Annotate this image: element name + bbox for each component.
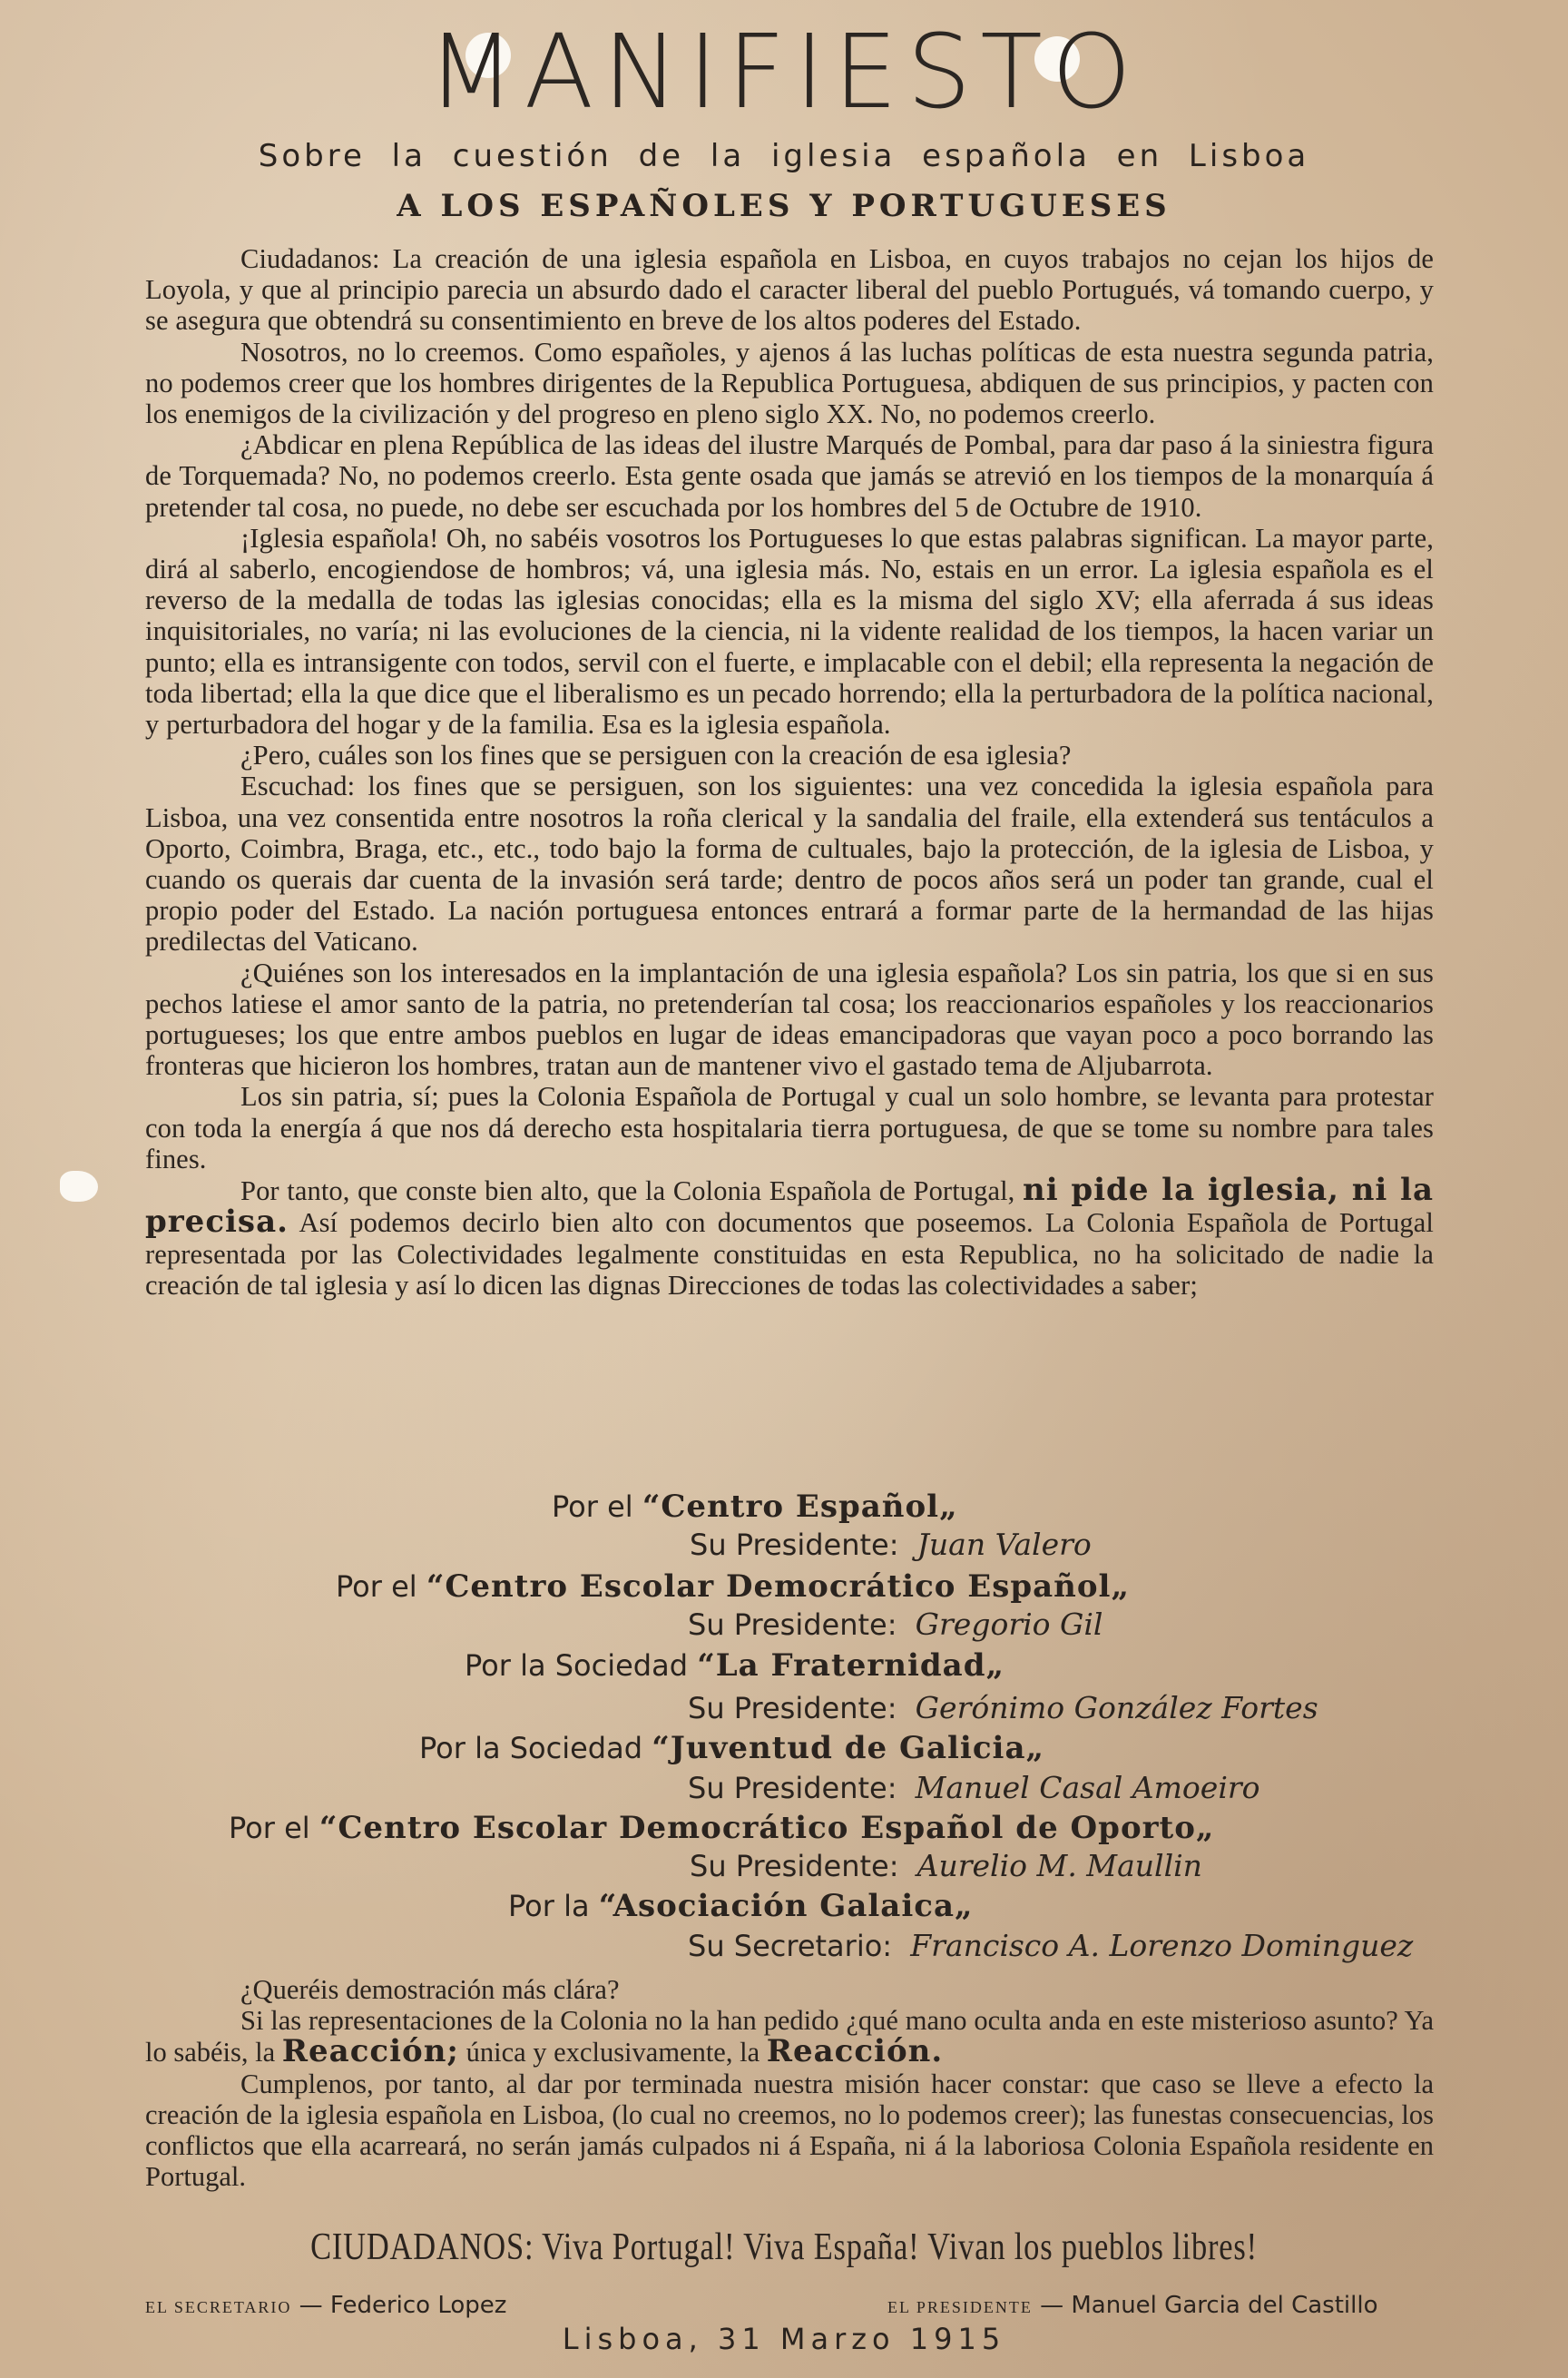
paragraph: Los sin patria, sí; pues la Colonia Española de Portugal y cual un solo hombre, se levanta para protestar con toda la energía á que nos dá derecho esta hospitalaria tierra portuguesa, de que se tome su nombre para tales fines. [145,1081,1434,1174]
closing-section [145,1974,1434,2192]
paragraph-text: Así podemos decirlo bien alto con documentos que poseemos. La Colonia Española de Portugal representada por las Colectividades legalmente constituidas en esta Republica, no ha solicitado de nadie la creación de tal iglesia y así lo dicen las dignas Direcciones de todas las colectividades a saber; [145,1207,1434,1301]
signatory-role [688,1688,1318,1728]
signatory-org [508,1886,974,1926]
president-signature [887,2289,1377,2324]
signatory-role [690,1846,1202,1886]
paragraph [145,2005,1434,2068]
paragraph: ¡Iglesia española! Oh, no sabéis vosotros los Portugueses lo que estas palabras significan. La mayor parte, dirá al saberlo, encogiendose de hombros; vá, una iglesia más. No, estais en un error. La iglesia española es el reverso de la medalla de todas las iglesias conocidas; ella es la misma del siglo XV; ella aferrada á sus ideas inquisitoriales, no varía; ni las evoluciones de la ciencia, ni la vidente realidad de los tiempos, la hacen variar un punto; ella es intransigente con todos, servil con el fuerte, e implacable con el debil; ella representa la negación de toda libertad; ella la que dice que el liberalismo es un pecado horrendo; ella la perturbadora de la política nacional, y perturbadora del hogar y de la familia. Esa es la iglesia española. [145,522,1434,741]
organization-name: “Juventud de Galicia„ [652,1730,1045,1766]
emphasis-text: Reacción; [281,2033,459,2070]
paragraph: Escuchad: los fines que se persiguen, son los siguientes: una vez concedida la iglesia española para Lisboa, una vez consentida entre nosotros la roña clerical y la sandalia del fraile, ella extenderá sus tentáculos a Oporto, Coimbra, Braga, etc., etc., todo bajo la forma de cultuales, bajo la protección, de la iglesia de Lisboa, y cuando os querais dar cuenta de la invasión será tarde; dentro de pocos años será un poder tan grande, cual el propio poder del Estado. La nación portuguesa entonces entrará a formar parte de la hermandad de las hijas predilectas del Vaticano. [145,771,1434,958]
organization-name: “Centro Español„ [642,1489,958,1525]
document-address: A LOS ESPAÑOLES Y PORTUGUESES [397,188,1171,224]
paragraph: Cumplenos, por tanto, al dar por terminada nuestra misión hacer constar: que caso se lleve a efecto la creación de la iglesia española en Lisboa, (lo cual no creemos, no lo podemos creer); las funestas consecuencias, los conflictos que ella acarreará, no serán jamás culpados ni á España, ni á la laboriosa Colonia Española residente en Portugal. [145,2068,1434,2193]
paragraph: ¿Abdicar en plena República de las ideas del ilustre Marqués de Pombal, para dar paso á la siniestra figura de Torquemada? No, no podemos creerlo. Esta gente osada que jamás se atrevió en los tiempos de la monarquía á pretender tal cosa, no puede, no debe ser escuchada por los hombres del 5 de Octubre de 1910. [145,429,1434,523]
paragraph: ¿Queréis demostración más clára? [240,1974,620,2005]
paragraph [145,1174,1434,1301]
signature-name: Francisco A. Lorenzo Dominguez [910,1928,1414,1963]
signatory-prefix: Por el [552,1489,633,1524]
signatory-org [419,1728,1044,1768]
signatory-role [690,1525,1092,1565]
paragraph: Nosotros, no lo creemos. Como españoles, y ajenos á las luchas políticas de esta nuestra segunda patria, no podemos creer que los hombres dirigentes de la Republica Portuguesa, abdiquen de sus principios, y pacten con los enemigos de la civilización y del progreso en pleno siglo XX. No, no podemos creerlo. [145,336,1434,430]
organization-name: “Asociación Galaica„ [598,1888,974,1924]
signatory-org [465,1646,1004,1685]
paragraph: Ciudadanos: La creación de una iglesia española en Lisboa, en cuyos trabajos no cejan los hijos de Loyola, y que al principio parecia un absurdo dado el caracter liberal del pueblo Portugués, vá tomando cuerpo, y se asegura que obtendrá su consentimiento en breve de los altos poderes del Estado. [145,243,1434,337]
emphasis-text: ni pide la iglesia, ni la precisa. [145,1172,1434,1241]
signature-name: Aurelio M. Maullin [916,1848,1202,1883]
signatory-role [688,1926,1413,1966]
document-title: MANIFIESTO [427,14,1141,132]
organization-name: “La Fraternidad„ [697,1647,1005,1684]
role-label: Su Presidente: [690,1528,899,1562]
rallying-cry: CIUDADANOS: Viva Portugal! Viva España! Vivan los pueblos libres! [310,2226,1258,2268]
date-line: Lisboa, 31 Marzo 1915 [562,2322,1006,2356]
president-name: — Manuel Garcia del Castillo [1040,2292,1378,2319]
emphasis-text: Reacción. [766,2033,944,2070]
secretary-name: — Federico Lopez [299,2292,507,2319]
organization-name: “Centro Escolar Democrático Español de Oporto„ [318,1810,1215,1846]
role-label: Su Presidente: [688,1691,897,1725]
signatory-prefix: Por la Sociedad [419,1731,643,1765]
manifesto-body [145,243,1434,1301]
signatory-prefix: Por el [229,1811,310,1845]
role-label: Su Presidente: [688,1607,897,1642]
paragraph-text: única y exclusivamente, la [466,2037,760,2068]
signatory-org [552,1487,958,1527]
signature-name: Gregorio Gil [915,1607,1103,1642]
secretary-signature [145,2289,506,2324]
signatory-role [688,1605,1103,1645]
role-label: Su Presidente: [690,1849,899,1883]
signatory-role [688,1768,1260,1808]
secretary-label: EL SECRETARIO [145,2298,292,2316]
paragraph: ¿Quiénes son los interesados en la implantación de una iglesia española? Los sin patria, los que si en sus pechos latiese el amor santo de la patria, no pretenderían tal cosa; los reaccionarios españoles y los reaccionarios portugueses; los que entre ambos pueblos en lugar de ideas emancipadoras que vayan poco a poco borrando las fronteras que hicieron los hombres, tratan aun de mantener vivo el gastado tema de Aljubarrota. [145,957,1434,1082]
role-label: Su Presidente: [688,1771,897,1805]
organization-name: “Centro Escolar Democrático Español„ [426,1568,1131,1605]
paragraph: ¿Pero, cuáles son los fines que se persiguen con la creación de esa iglesia? [240,740,1072,771]
paragraph-text: Si las representaciones de la Colonia no la han pedido ¿qué mano oculta anda en este misterioso asunto? Ya lo sabéis, la [145,2005,1434,2068]
president-label: EL PRESIDENTE [887,2298,1033,2316]
signatory-prefix: Por la [508,1889,590,1923]
signatory-prefix: Por el [336,1569,417,1604]
signatory-org [229,1808,1214,1848]
paragraph-text: Por tanto, que conste bien alto, que la Colonia Española de Portugal, [240,1175,1015,1207]
signatory-org [336,1567,1130,1607]
signature-name: Juan Valero [916,1527,1092,1562]
document-subtitle: Sobre la cuestión de la iglesia española en Lisboa [258,138,1310,174]
signature-name: Gerónimo González Fortes [915,1690,1318,1725]
signature-name: Manuel Casal Amoeiro [915,1770,1260,1805]
paper-tear [60,1171,98,1202]
role-label: Su Secretario: [688,1929,893,1963]
signatory-prefix: Por la Sociedad [465,1648,689,1683]
